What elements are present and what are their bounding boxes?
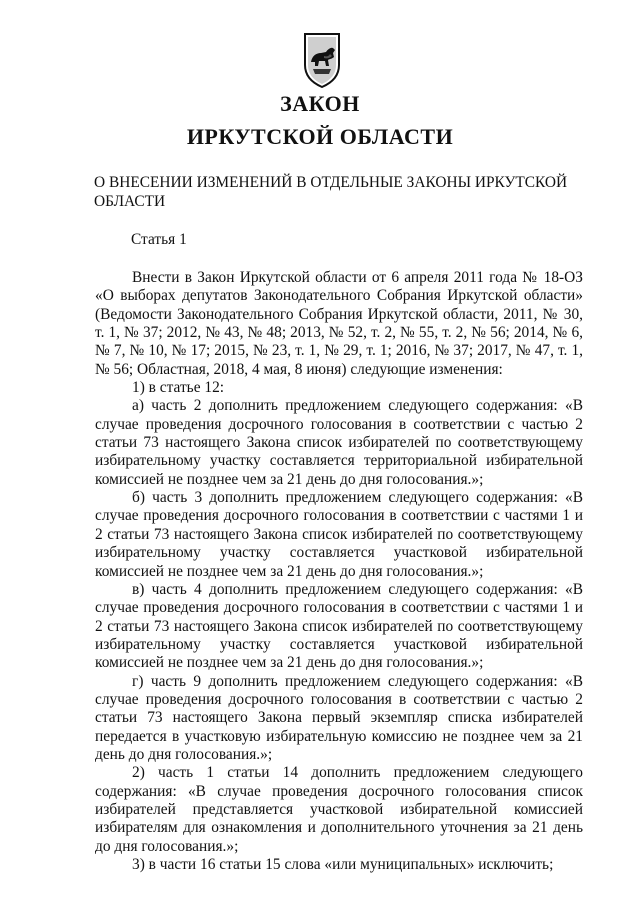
paragraph-item-1b: б) часть 3 дополнить предложением следующего содержания: «В случае проведения досрочного голосования в соответствии с частями 1 и 2 статьи 73 настоящего Закона список избирателей по соответствующему избирательному участку составляется участковой избирательной комиссией не позднее чем за 21 день до дня голосования.»; [95, 489, 583, 580]
law-body [95, 269, 583, 874]
paragraph-item-1: 1) в статье 12: [132, 379, 225, 397]
paragraph-item-1g: г) часть 9 дополнить предложением следующего содержания: «В случае проведения досрочного голосования в соответствии с частью 2 статьи 73 настоящего Закона первый экземпляр списка избирателей передается в участковую избирательную комиссию не позднее чем за 21 день до дня голосования.»; [95, 672, 583, 763]
paragraph-item-1a: а) часть 2 дополнить предложением следующего содержания: «В случае проведения досрочного голосования в соответствии с частью 2 статьи 73 настоящего Закона список избирателей по соответствующему избирательному участку составляется территориальной избирательной комиссией не позднее чем за 21 день до дня голосования.»; [95, 397, 583, 488]
irkutsk-coat-of-arms-icon [302, 32, 342, 88]
paragraph-item-2: 2) часть 1 статьи 14 дополнить предложением следующего содержания: «В случае проведения досрочного голосования список избирателей представляется участковой избирательной комиссией избирателям для ознакомления и дополнительного уточнения за 21 день до дня голосования.»; [95, 764, 583, 855]
paragraph-item-1v: в) часть 4 дополнить предложением следующего содержания: «В случае проведения досрочного голосования в соответствии с частями 1 и 2 статьи 73 настоящего Закона список избирателей по соответствующему избирательному участку составляется участковой избирательной комиссией не позднее чем за 21 день до дня голосования.»; [95, 580, 583, 672]
article-heading: Статья 1 [131, 231, 187, 248]
law-title: ЗАКОН [280, 91, 360, 116]
paragraph-intro: Внести в Закон Иркутской области от 6 апреля 2011 года № 18-ОЗ «О выборах депутатов Законодательного Собрания Иркутской области» (Ведомости Законодательного Собрания Иркутской области, 2011, № 30, т. 1, № 37; 2012, № 43, № 48; 2013, № 52, т. 2, № 55, т. 2, № 56; 2014, № 6, № 7, № 10, № 17; 2015, № 23, т. 1, № 29, т. 1; 2016, № 37; 2017, № 47, т. 1, № 56; Областная, 2018, 4 мая, 8 июня) следующие изменения: [95, 269, 583, 378]
region-title: ИРКУТСКОЙ ОБЛАСТИ [186, 124, 454, 149]
paragraph-item-3: 3) в части 16 статьи 15 слова «или муниципальных» исключить; [132, 856, 554, 873]
law-subtitle: О ВНЕСЕНИИ ИЗМЕНЕНИЙ В ОТДЕЛЬНЫЕ ЗАКОНЫ ИРКУТСКОЙ ОБЛАСТИ [94, 174, 568, 210]
